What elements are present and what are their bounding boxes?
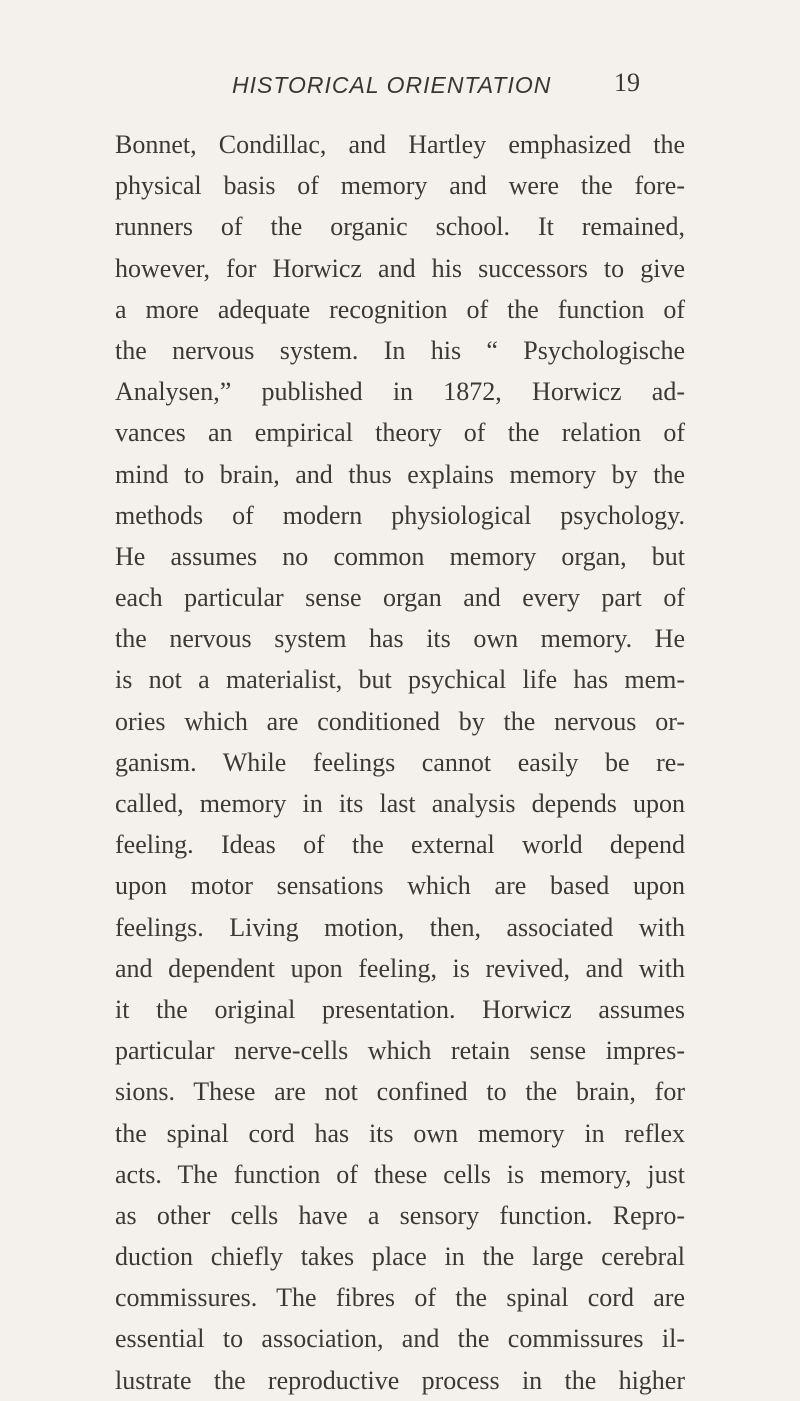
- text-line: ories which are conditioned by the nervous or-: [115, 706, 685, 736]
- body-paragraph: [115, 124, 685, 1401]
- text-line: is not a materialist, but psychical life has mem-: [115, 665, 685, 695]
- text-line: feeling. Ideas of the external world depend: [115, 830, 685, 860]
- text-line: called, memory in its last analysis depends upon: [115, 789, 685, 818]
- text-line: Analysen,” published in 1872, Horwicz ad-: [115, 377, 685, 407]
- text-line: the nervous system. In his “ Psychologische: [115, 335, 685, 365]
- text-line: Bonnet, Condillac, and Hartley emphasized the: [115, 130, 685, 159]
- text-line: a more adequate recognition of the function of: [115, 294, 685, 324]
- text-line: He assumes no common memory organ, but: [115, 541, 685, 571]
- running-header: [0, 64, 800, 104]
- text-line: the nervous system has its own memory. He: [115, 624, 685, 654]
- text-line: vances an empirical theory of the relation of: [115, 418, 685, 448]
- text-line: commissures. The fibres of the spinal cord are: [115, 1283, 685, 1313]
- text-line: as other cells have a sensory function. Repro-: [115, 1200, 685, 1230]
- text-line: essential to association, and the commissures il-: [115, 1324, 685, 1354]
- text-line: sions. These are not confined to the brain, for: [115, 1077, 685, 1107]
- text-line: however, for Horwicz and his successors to give: [115, 253, 685, 283]
- text-line: each particular sense organ and every part of: [115, 583, 685, 613]
- text-line: physical basis of memory and were the fore-: [115, 171, 685, 201]
- page-number: 19: [614, 68, 640, 97]
- text-line: and dependent upon feeling, is revived, and with: [115, 953, 685, 983]
- text-line: it the original presentation. Horwicz assumes: [115, 994, 685, 1024]
- text-line: duction chiefly takes place in the large cerebral: [115, 1242, 685, 1272]
- text-line: the spinal cord has its own memory in reflex: [115, 1118, 685, 1148]
- text-line: ganism. While feelings cannot easily be re-: [115, 747, 685, 777]
- text-line: particular nerve-cells which retain sense impres-: [115, 1036, 685, 1066]
- text-line: runners of the organic school. It remained,: [115, 212, 685, 242]
- text-line: feelings. Living motion, then, associated with: [115, 912, 685, 942]
- text-line: mind to brain, and thus explains memory by the: [115, 459, 685, 489]
- text-line: upon motor sensations which are based upon: [115, 871, 685, 901]
- text-line: methods of modern physiological psychology.: [115, 500, 685, 530]
- text-line: acts. The function of these cells is memory, just: [115, 1159, 685, 1189]
- chapter-title: HISTORICAL ORIENTATION: [232, 72, 552, 98]
- text-line: lustrate the reproductive process in the higher: [115, 1365, 685, 1395]
